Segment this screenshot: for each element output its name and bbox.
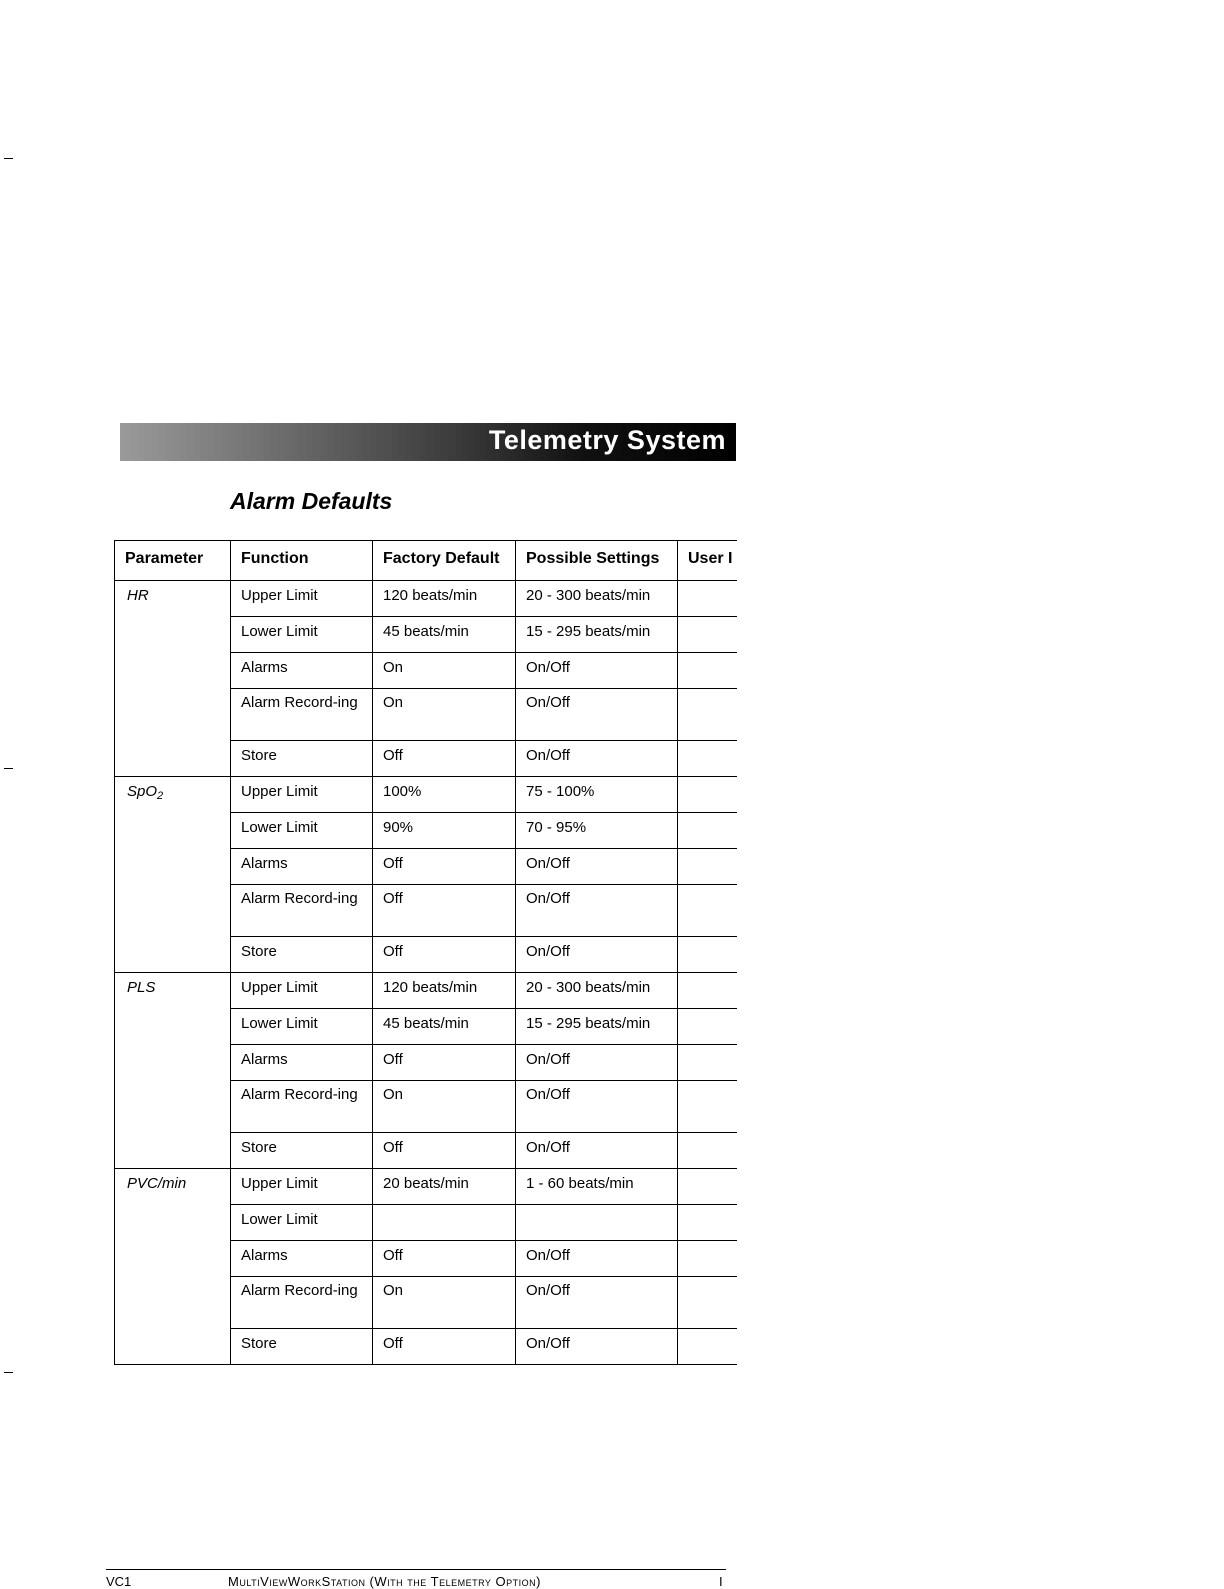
function-cell: Upper Limit — [231, 581, 373, 617]
possible-settings-cell: On/Off — [516, 885, 678, 937]
factory-default-cell: Off — [373, 1241, 516, 1277]
user-cell — [678, 849, 737, 885]
user-cell — [678, 937, 737, 973]
possible-settings-cell: On/Off — [516, 1081, 678, 1133]
factory-default-cell: Off — [373, 1329, 516, 1365]
possible-settings-cell: 15 - 295 beats/min — [516, 617, 678, 653]
factory-default-cell: 120 beats/min — [373, 973, 516, 1009]
function-cell: Upper Limit — [231, 777, 373, 813]
footer-page: I — [719, 1574, 723, 1589]
possible-settings-cell: On/Off — [516, 653, 678, 689]
function-cell: Lower Limit — [231, 1205, 373, 1241]
parameter-label: SpO — [127, 783, 158, 800]
page-title: Alarm Defaults — [230, 488, 393, 514]
possible-settings-cell: 75 - 100% — [516, 777, 678, 813]
user-cell — [678, 1241, 737, 1277]
footer-title: MultiViewWorkStation (With the Telemetry Option) — [228, 1574, 541, 1589]
user-cell — [678, 581, 737, 617]
function-cell: Alarms — [231, 653, 373, 689]
possible-settings-cell: On/Off — [516, 1277, 678, 1329]
table-row — [115, 777, 737, 813]
possible-settings-cell — [516, 1205, 678, 1241]
user-cell — [678, 885, 737, 937]
possible-settings-cell: On/Off — [516, 849, 678, 885]
factory-default-cell: Off — [373, 885, 516, 937]
factory-default-cell: 45 beats/min — [373, 1009, 516, 1045]
possible-settings-cell: 1 - 60 beats/min — [516, 1169, 678, 1205]
margin-mark — [4, 768, 13, 769]
table-header-row — [115, 541, 737, 581]
function-cell: Store — [231, 1133, 373, 1169]
possible-settings-cell: 15 - 295 beats/min — [516, 1009, 678, 1045]
factory-default-cell: On — [373, 689, 516, 741]
function-cell: Store — [231, 1329, 373, 1365]
user-cell — [678, 617, 737, 653]
possible-settings-cell: 20 - 300 beats/min — [516, 973, 678, 1009]
user-cell — [678, 1045, 737, 1081]
parameter-label: HR — [127, 587, 149, 604]
parameter-label: PLS — [127, 979, 156, 996]
parameter-cell — [115, 581, 231, 777]
footer-rule — [106, 1569, 726, 1570]
function-cell: Alarm Record-ing — [231, 885, 373, 937]
function-cell: Alarm Record-ing — [231, 1277, 373, 1329]
factory-default-cell: 120 beats/min — [373, 581, 516, 617]
user-cell — [678, 1277, 737, 1329]
possible-settings-cell: On/Off — [516, 689, 678, 741]
possible-settings-cell: On/Off — [516, 1045, 678, 1081]
user-cell — [678, 973, 737, 1009]
banner-title: Telemetry System — [488, 425, 726, 455]
column-header: Factory Default — [373, 541, 516, 581]
footer-code: VC1 — [106, 1574, 132, 1589]
function-cell: Store — [231, 937, 373, 973]
factory-default-cell: Off — [373, 1045, 516, 1081]
table-body — [115, 581, 737, 1365]
column-header: Possible Settings — [516, 541, 678, 581]
function-cell: Alarm Record-ing — [231, 1081, 373, 1133]
parameter-cell — [115, 777, 231, 973]
factory-default-cell: 45 beats/min — [373, 617, 516, 653]
function-cell: Upper Limit — [231, 1169, 373, 1205]
function-cell: Upper Limit — [231, 973, 373, 1009]
column-header: Parameter — [115, 541, 231, 581]
function-cell: Lower Limit — [231, 1009, 373, 1045]
function-cell: Lower Limit — [231, 813, 373, 849]
user-cell — [678, 1169, 737, 1205]
alarm-defaults-table — [114, 540, 737, 1365]
possible-settings-cell: On/Off — [516, 937, 678, 973]
margin-mark — [4, 158, 13, 159]
user-cell — [678, 1081, 737, 1133]
table-row — [115, 581, 737, 617]
possible-settings-cell: On/Off — [516, 1241, 678, 1277]
factory-default-cell: Off — [373, 937, 516, 973]
possible-settings-cell: On/Off — [516, 1329, 678, 1365]
factory-default-cell: On — [373, 1277, 516, 1329]
column-header: User I — [678, 541, 737, 581]
margin-mark — [4, 1372, 13, 1373]
factory-default-cell: 20 beats/min — [373, 1169, 516, 1205]
column-header: Function — [231, 541, 373, 581]
factory-default-cell: On — [373, 1081, 516, 1133]
factory-default-cell: On — [373, 653, 516, 689]
factory-default-cell: 90% — [373, 813, 516, 849]
section-banner — [120, 423, 736, 461]
function-cell: Alarm Record-ing — [231, 689, 373, 741]
function-cell: Alarms — [231, 1241, 373, 1277]
parameter-label: PVC/min — [127, 1175, 187, 1192]
user-cell — [678, 653, 737, 689]
factory-default-cell: Off — [373, 741, 516, 777]
parameter-cell — [115, 1169, 231, 1365]
possible-settings-cell: 20 - 300 beats/min — [516, 581, 678, 617]
factory-default-cell: Off — [373, 849, 516, 885]
factory-default-cell — [373, 1205, 516, 1241]
function-cell: Lower Limit — [231, 617, 373, 653]
function-cell: Alarms — [231, 849, 373, 885]
user-cell — [678, 1329, 737, 1365]
factory-default-cell: Off — [373, 1133, 516, 1169]
table-row — [115, 1169, 737, 1205]
factory-default-cell: 100% — [373, 777, 516, 813]
parameter-cell — [115, 973, 231, 1169]
user-cell — [678, 689, 737, 741]
user-cell — [678, 1205, 737, 1241]
possible-settings-cell: 70 - 95% — [516, 813, 678, 849]
user-cell — [678, 1133, 737, 1169]
possible-settings-cell: On/Off — [516, 1133, 678, 1169]
function-cell: Alarms — [231, 1045, 373, 1081]
parameter-subscript: 2 — [157, 790, 164, 802]
function-cell: Store — [231, 741, 373, 777]
user-cell — [678, 777, 737, 813]
possible-settings-cell: On/Off — [516, 741, 678, 777]
user-cell — [678, 741, 737, 777]
table-row — [115, 973, 737, 1009]
user-cell — [678, 813, 737, 849]
user-cell — [678, 1009, 737, 1045]
